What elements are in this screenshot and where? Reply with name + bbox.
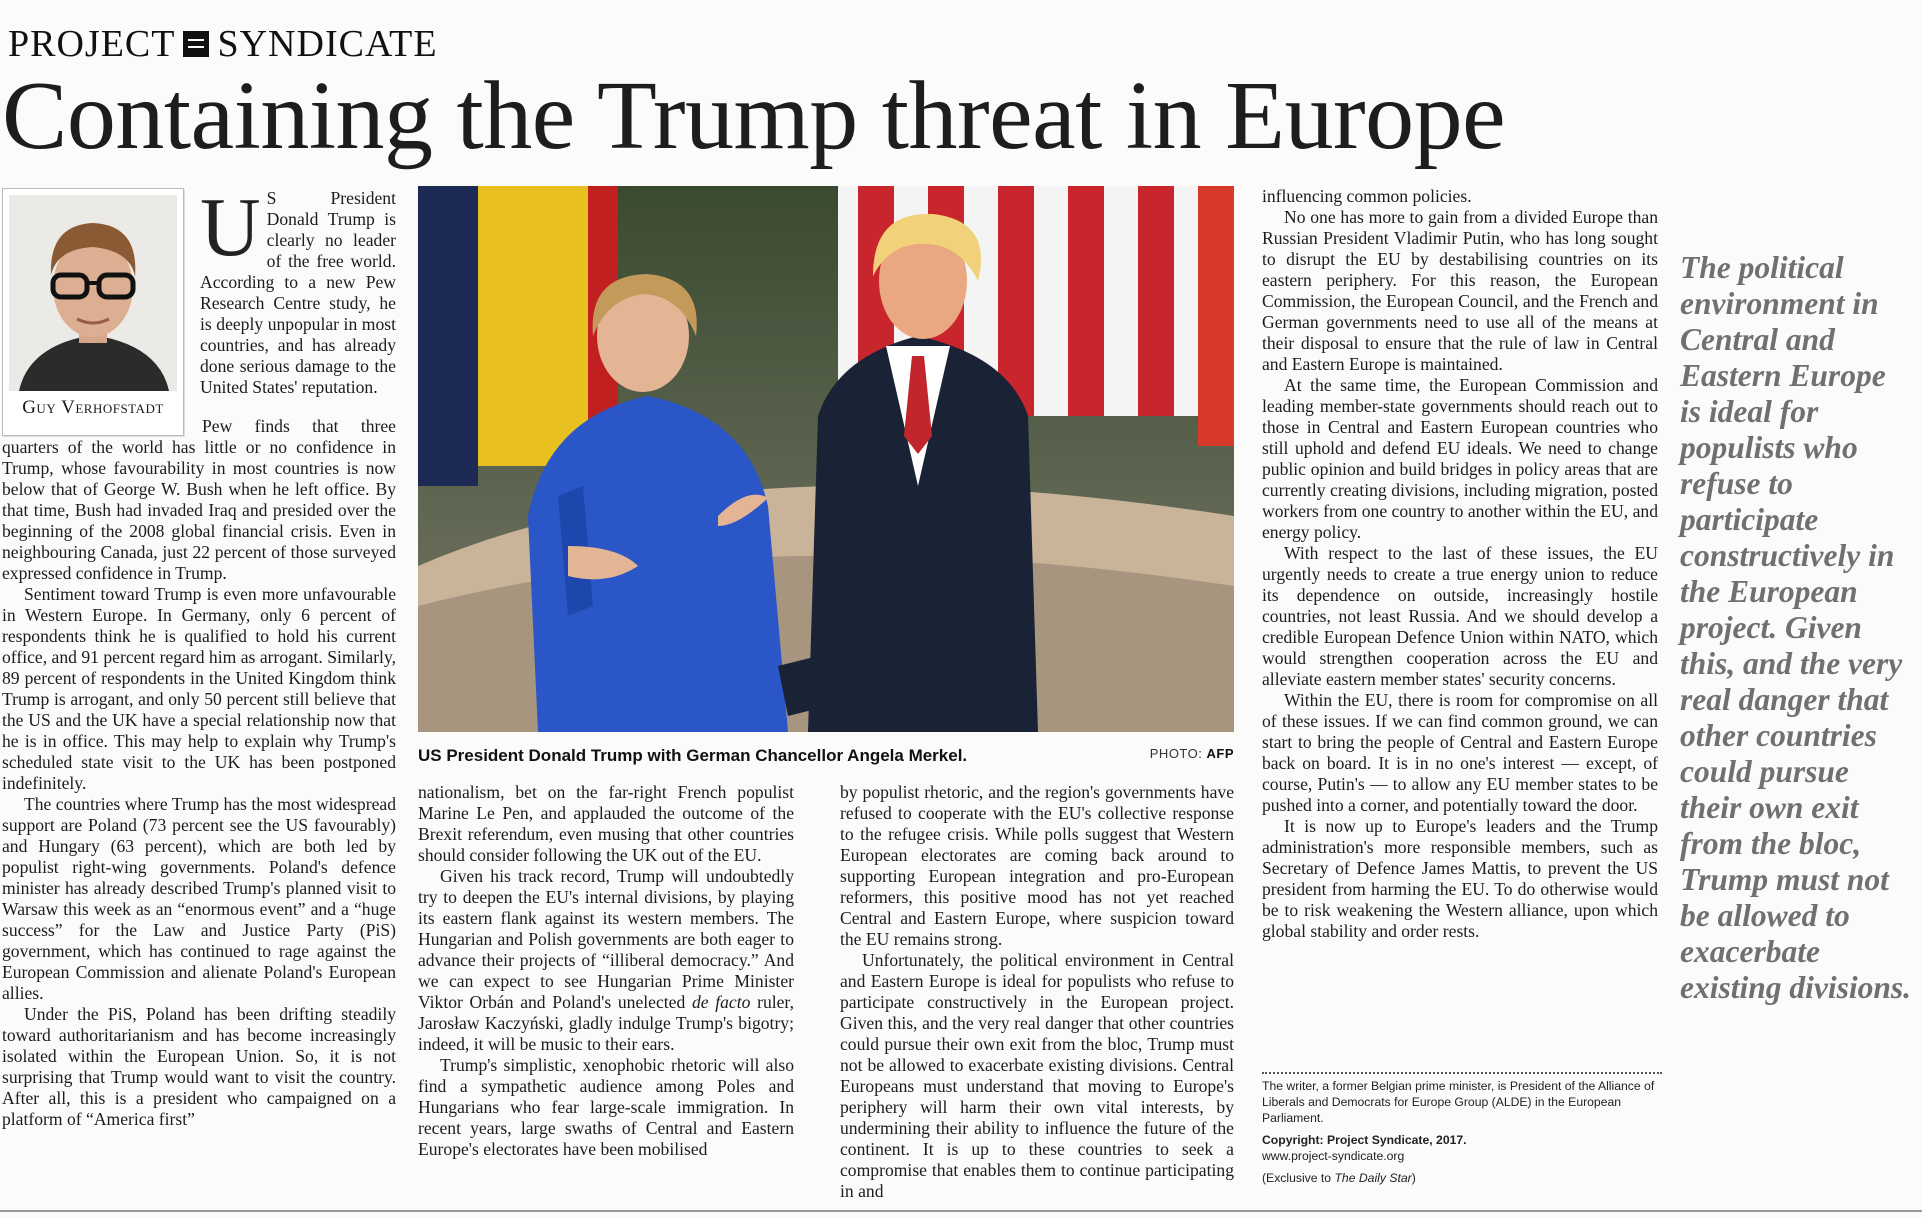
paragraph-text: ruler, Jarosław Kaczyński, gladly indulge Trump's bigotry; indeed, it will be music to their ears. xyxy=(418,992,794,1054)
page-bottom-rule xyxy=(0,1210,1922,1212)
exclusive-note xyxy=(1262,1170,1662,1186)
article-photo xyxy=(418,186,1234,732)
lead-text: S President Donald Trump is clearly no leader of the free world. According to a new Pew Research Centre study, he is deeply unpopular in most countries, and has already done serious damage to the United States' reputation. xyxy=(200,188,396,397)
masthead-project: PROJECT xyxy=(8,23,176,65)
endnote-divider xyxy=(1262,1072,1662,1074)
exclusive-suffix: ) xyxy=(1411,1171,1416,1185)
paragraph: Sentiment toward Trump is even more unfavourable in Western Europe. In Germany, only 6 percent of respondents think he is qualified to hold his current office, and 91 percent regard him as arrogant. Similarly, 89 percent of respondents in the United Kingdom think Trump is arrogant, and only 50 percent still believe that the US and the UK have a special relationship now that he is in office. This may help to explain why Trump's scheduled state visit to the UK has been postponed indefinitely. xyxy=(2,584,396,793)
author-box xyxy=(2,188,184,436)
paragraph: No one has more to gain from a divided Europe than Russian President Vladimir Putin, who has long sought to disrupt the EU by destabilising countries on its eastern periphery. For this reason, the European Commission, the European Council, and the French and German governments need to use all of the means at their disposal to ensure that the rule of law in Central and Eastern Europe is maintained. xyxy=(1262,207,1658,374)
photo-caption: US President Donald Trump with German Chancellor Angela Merkel. xyxy=(418,746,968,765)
headline: Containing the Trump threat in Europe xyxy=(2,62,1506,170)
paragraph: by populist rhetoric, and the region's governments have refused to cooperate with the EU's collective response to the refugee crisis. While polls suggest that Western European electorates are coming back around to supporting European integration and pro-European reformers, this positive mood has not yet reached Central and Eastern Europe, where suspicion toward the EU remains strong. xyxy=(840,782,1234,949)
drop-cap: U xyxy=(200,181,261,274)
article-col2 xyxy=(418,782,794,1160)
masthead-syndicate: SYNDICATE xyxy=(217,23,438,65)
author-bio: The writer, a former Belgian prime minister, is President of the Alliance of Liberals and Democrats for Europe Group (ALDE) in the European Parliament. xyxy=(1262,1079,1655,1125)
article-col1-top xyxy=(200,181,396,398)
author-endnote xyxy=(1262,1078,1662,1186)
paragraph: It is now up to Europe's leaders and the Trump administration's more responsible members, such as Secretary of Defence James Mattis, to prevent the US president from harming the EU. To do otherwise would be to risk weakening the Western alliance, upon which global stability and order rests. xyxy=(1262,816,1658,941)
paragraph: Within the EU, there is room for compromise on all of these issues. If we can find common ground, we can start to bring the people of Central and Eastern Europe back on board. It is in no one's interest — except, of course, Putin's — to allow any EU member states to be pushed into a corner, and potentially toward the door. xyxy=(1262,690,1658,815)
lead-paragraph xyxy=(200,181,396,398)
paragraph: Trump's simplistic, xenophobic rhetoric will also find a sympathetic audience among Poles and Hungarians who fear large-scale immigration. In recent years, large swaths of Central and Eastern Europe's electorates have been mobilised xyxy=(418,1055,794,1159)
paragraph: influencing common policies. xyxy=(1262,186,1472,206)
source-url: www.project-syndicate.org xyxy=(1262,1149,1405,1163)
syndicate-logo-icon xyxy=(183,31,209,57)
italic-phrase: de facto xyxy=(691,992,751,1012)
credit-source: AFP xyxy=(1206,746,1234,761)
paragraph-text: Given his track record, Trump will undoubtedly try to deepen the EU's internal divisions, by playing its eastern flank against its western members. The Hungarian and Polish governments are both eager to advance their projects of “illiberal democracy.” And we can expect to see Hungarian Prime Minister Viktor Orbán and Poland's unelected xyxy=(418,866,794,1012)
article-col1 xyxy=(2,416,396,1130)
paragraph: nationalism, bet on the far-right French populist Marine Le Pen, and applauded the outcome of the Brexit referendum, even musing that other countries should consider following the UK out of the EU. xyxy=(418,782,794,865)
paragraph: The countries where Trump has the most widespread support are Poland (73 percent see the US favourably) and Hungary (63 percent), which are both led by populist right-wing governments. Poland's defence minister has already described Trump's planned visit to Warsaw this week as an “enormous event” and a “huge success” for the Law and Justice Party (PiS) government, which has continued to rage against the European Commission and alienate Poland's European allies. xyxy=(2,794,396,1003)
photo-credit xyxy=(1150,746,1234,761)
trump-merkel-photo-illustration xyxy=(418,186,1234,732)
exclusive-prefix: (Exclusive to xyxy=(1262,1171,1335,1185)
exclusive-paper: The Daily Star xyxy=(1334,1171,1412,1185)
paragraph: At the same time, the European Commission and leading member-state governments should reach out to those in Central and Eastern European countries who still uphold and defend EU ideals. We need to change public opinion and build bridges in policy areas that are currently creating divisions, including migration, posted workers from one country to another within the EU, and energy policy. xyxy=(1262,375,1658,542)
paragraph: Under the PiS, Poland has been drifting steadily toward authoritarianism and has become increasingly isolated within the European Union. So, it is not surprising that Trump would want to visit the country. After all, this is a president who campaigned on a platform of “America first” xyxy=(2,1004,396,1129)
credit-label: PHOTO: xyxy=(1149,746,1203,761)
paragraph: With respect to the last of these issues, the EU urgently needs to create a true energy union to reduce its dependence on outside, increasingly hostile countries, not least Russia. And we should develop a credible European Defence Union within NATO, which would strengthen cooperation across the EU and alleviate eastern member states' security concerns. xyxy=(1262,543,1658,689)
article-col3 xyxy=(840,782,1234,1202)
pull-quote: The political environment in Central and Eastern Europe is ideal for populists who refuse to participate constructively in the European project. Given this, and the very real danger that other countries could pursue their own exit from the bloc, Trump must not be allowed to exacerbate existing divisions. xyxy=(1680,250,1912,1005)
article-col4 xyxy=(1262,186,1658,942)
paragraph: Unfortunately, the political environment in Central and Eastern Europe is ideal for populists who refuse to participate constructively in the European project. Given this, and the very real danger that other countries could pursue their own exit from the bloc, Trump must not be allowed to exacerbate existing divisions. Central Europeans must understand that moving to Europe's periphery will harm their own vital interests, by undermining their ability to influence the future of the continent. It is up to these countries to seek a compromise that enables them to continue participating in and xyxy=(840,950,1234,1201)
author-portrait-illustration xyxy=(9,195,177,391)
author-portrait xyxy=(9,195,177,391)
author-name: Guy Verhofstadt xyxy=(22,397,164,418)
paragraph xyxy=(418,866,794,1055)
copyright: Copyright: Project Syndicate, 2017. xyxy=(1262,1133,1467,1147)
paragraph: Pew finds that three quarters of the world has little or no confidence in Trump, whose favourability in most countries is now below that of George W. Bush when he left office. By that time, Bush had invaded Iraq and presided over the beginning of the 2008 global financial crisis. Even in neighbouring Canada, just 22 percent of those surveyed expressed confidence in Trump. xyxy=(2,416,396,583)
